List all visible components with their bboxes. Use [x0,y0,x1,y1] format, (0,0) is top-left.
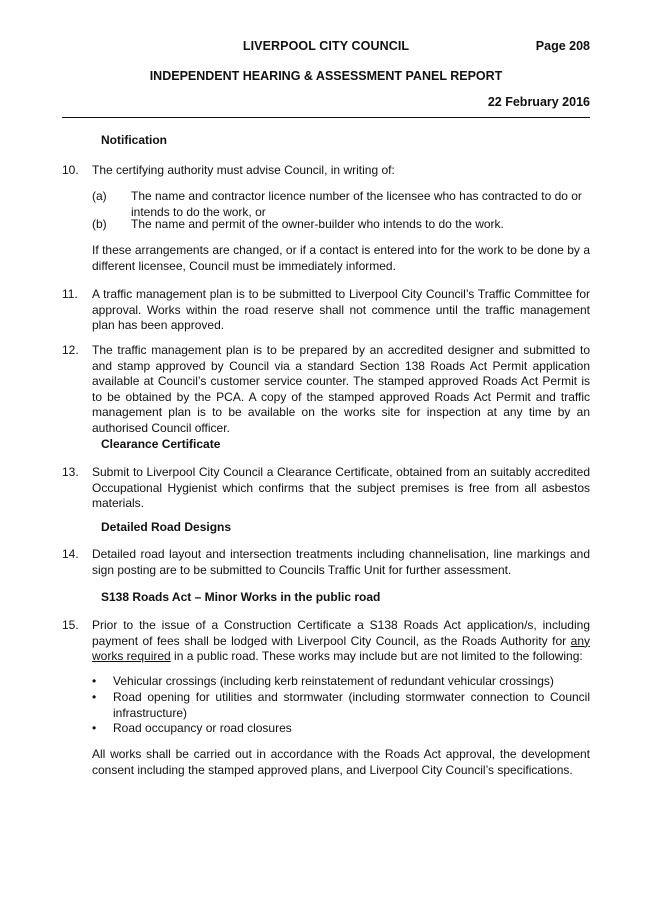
item-number-15: 15. [62,618,79,632]
page-number: Page 208 [535,39,590,53]
item-text-15 [92,618,590,665]
item-15-text-start: Prior to the issue of a Construction Certificate a S138 Roads Act application/s, including payment of fees shall be lodged with Liverpool City Council, as the Roads Authority for [92,618,590,648]
report-date: 22 February 2016 [487,95,590,109]
bullet-icon: • [92,721,97,735]
sub-item-text-b: The name and permit of the owner-builder who intends to do the work. [131,217,504,231]
item-text-14: Detailed road layout and intersection treatments including channelisation, line markings and sign posting are to be submitted to Councils Traffic Unit for further assessment. [92,547,590,577]
item-text-10: The certifying authority must advise Council, in writing of: [92,163,395,177]
report-title: INDEPENDENT HEARING & ASSESSMENT PANEL REPORT [149,69,503,83]
item-10-followup: If these arrangements are changed, or if a contact is entered into for the work to be done by a different licensee, Council must be immediately informed. [92,243,590,273]
sub-item-label-b: (b) [92,217,107,231]
section-heading-s138: S138 Roads Act – Minor Works in the public road [101,590,381,604]
bullet-item: Road opening for utilities and stormwater (including stormwater connection to Council infrastructure) [113,690,590,720]
council-name: LIVERPOOL CITY COUNCIL [242,39,410,53]
bullet-item: Vehicular crossings (including kerb reinstatement of redundant vehicular crossings) [113,674,554,688]
item-15-text-end: in a public road. These works may include but are not limited to the following: [170,649,583,663]
item-text-12: The traffic management plan is to be prepared by an accredited designer and submitted to and stamp approved by Council via a standard Section 138 Roads Act Permit application available at Council’s customer service counter. The stamped approved Roads Act Permit is to be obtained by the PCA. A copy of the stamped approved Roads Act Permit and traffic management plan is to be available on the works site for inspection at any time by an authorised Council officer. [92,343,590,435]
item-15-underlined-text: any works required [92,633,590,663]
bullet-icon: • [92,674,97,688]
bullet-item: Road occupancy or road closures [113,721,292,735]
section-heading-notification: Notification [101,133,167,147]
sub-item-text-a: The name and contractor licence number of the licensee who has contracted to do or intends to do the work, or [131,189,582,219]
item-text-13: Submit to Liverpool City Council a Clearance Certificate, obtained from an suitably accredited Occupational Hygienist which confirms that the subject premises is free from all asbestos materials. [92,465,590,510]
header-divider [62,117,590,118]
item-number-11: 11. [62,287,78,301]
section-heading-clearance: Clearance Certificate [101,437,221,451]
item-text-11: A traffic management plan is to be submitted to Liverpool City Council’s Traffic Committee for approval. Works within the road reserve shall not commence until the traffic management plan has been approved. [92,287,590,332]
section-heading-road-designs: Detailed Road Designs [101,520,232,534]
item-number-14: 14. [62,547,79,561]
item-number-12: 12. [62,343,79,357]
item-15-followup: All works shall be carried out in accordance with the Roads Act approval, the development consent including the stamped approved plans, and Liverpool City Council’s specifications. [92,747,590,777]
sub-item-label-a: (a) [92,189,107,203]
item-number-13: 13. [62,465,79,479]
item-number-10: 10. [62,163,79,177]
bullet-icon: • [92,690,97,704]
